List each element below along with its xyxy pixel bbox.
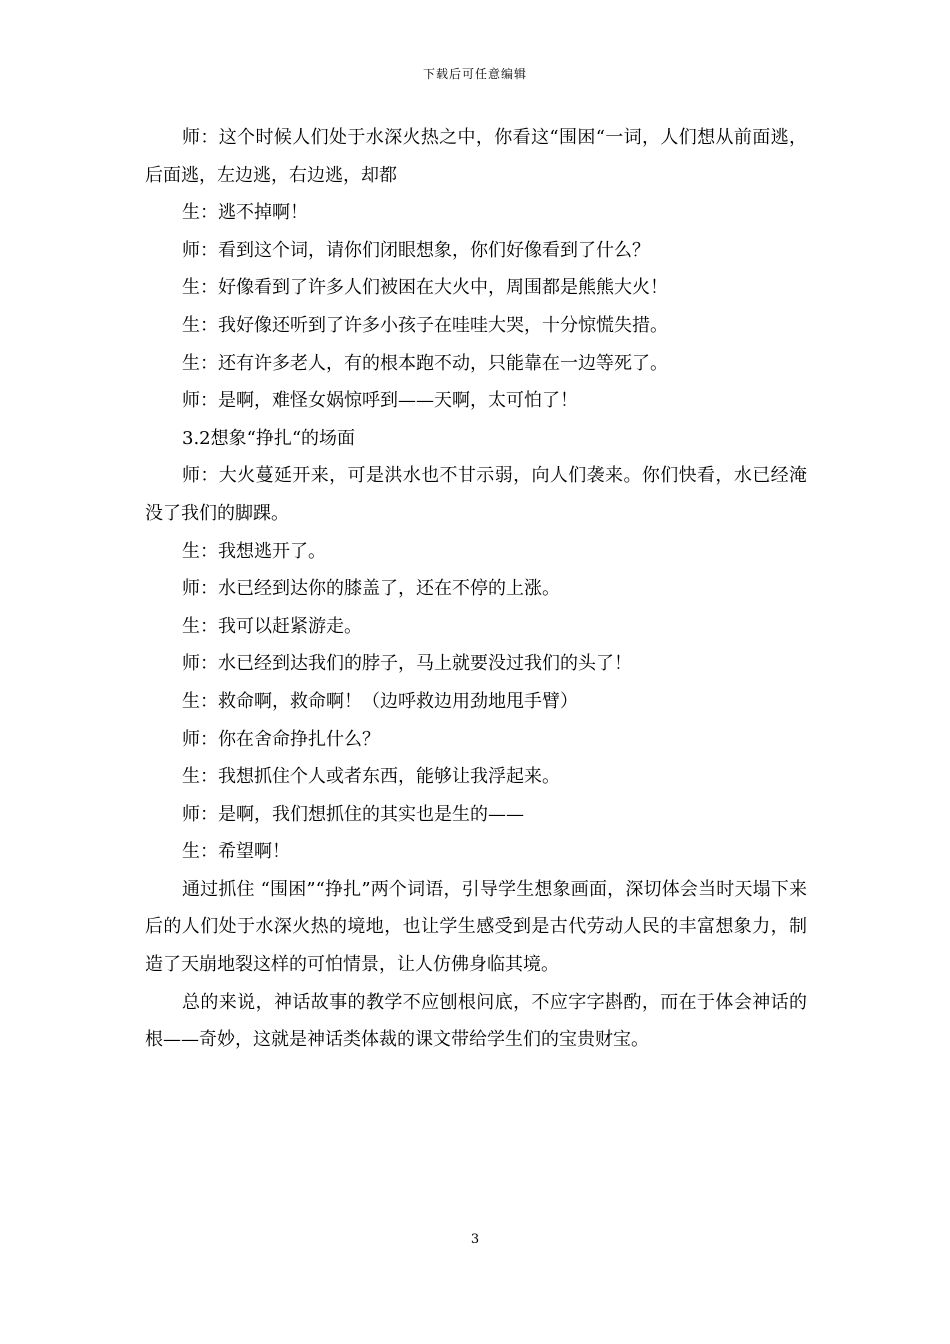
section-heading: 3.2想象“挣扎“的场面 xyxy=(182,427,356,449)
paragraph: 生：逃不掉啊！ xyxy=(182,202,308,224)
page-number: 3 xyxy=(470,1232,480,1247)
paragraph: 师：是啊，我们想抓住的其实也是生的—— xyxy=(182,803,524,825)
page-header: 下载后可任意编辑 xyxy=(422,67,527,81)
paragraph: 生：还有许多老人，有的根本跑不动，只能靠在一边等死了。 xyxy=(182,352,668,374)
paragraph: 师：你在舍命挣扎什么？ xyxy=(182,728,380,750)
paragraph: 生：我好像还听到了许多小孩子在哇哇大哭，十分惊慌失措。 xyxy=(182,314,668,336)
paragraph: 师：大火蔓延开来，可是洪水也不甘示弱，向人们袭来。你们快看，水已经淹没了我们的脚踝。 xyxy=(145,465,807,524)
paragraph: 生：希望啊！ xyxy=(182,841,290,863)
document-body xyxy=(145,119,807,1059)
paragraph: 通过抓住 “围困”“挣扎”两个词语，引导学生想象画面，深切体会当时天塌下来后的人们处于水深火热的境地，也让学生感受到是古代劳动人民的丰富想象力，制造了天崩地裂这样的可怕情景，让人仿佛身临其境。 xyxy=(145,878,807,976)
paragraph: 生：救命啊，救命啊！（边呼救边用劲地甩手臂） xyxy=(182,690,578,712)
paragraph: 师：是啊，难怪女娲惊呼到——天啊，太可怕了！ xyxy=(182,390,578,412)
paragraph: 总的来说，神话故事的教学不应刨根问底，不应字字斟酌，而在于体会神话的根——奇妙，这就是神话类体裁的课文带给学生们的宝贵财宝。 xyxy=(145,991,807,1051)
paragraph: 生：我想逃开了。 xyxy=(182,540,326,562)
paragraph: 生：我想抓住个人或者东西，能够让我浮起来。 xyxy=(182,766,560,788)
paragraph: 师：水已经到达我们的脖子，马上就要没过我们的头了！ xyxy=(182,653,632,675)
paragraph: 师：这个时候人们处于水深火热之中，你看这“围困“一词，人们想从前面逃，后面逃，左边逃，右边逃，却都 xyxy=(145,127,807,186)
paragraph: 生：好像看到了许多人们被困在大火中，周围都是熊熊大火！ xyxy=(182,277,668,299)
paragraph: 师：看到这个词，请你们闭眼想象，你们好像看到了什么？ xyxy=(182,239,650,261)
paragraph: 师：水已经到达你的膝盖了，还在不停的上涨。 xyxy=(182,578,560,600)
paragraph: 生：我可以赶紧游走。 xyxy=(182,615,362,637)
